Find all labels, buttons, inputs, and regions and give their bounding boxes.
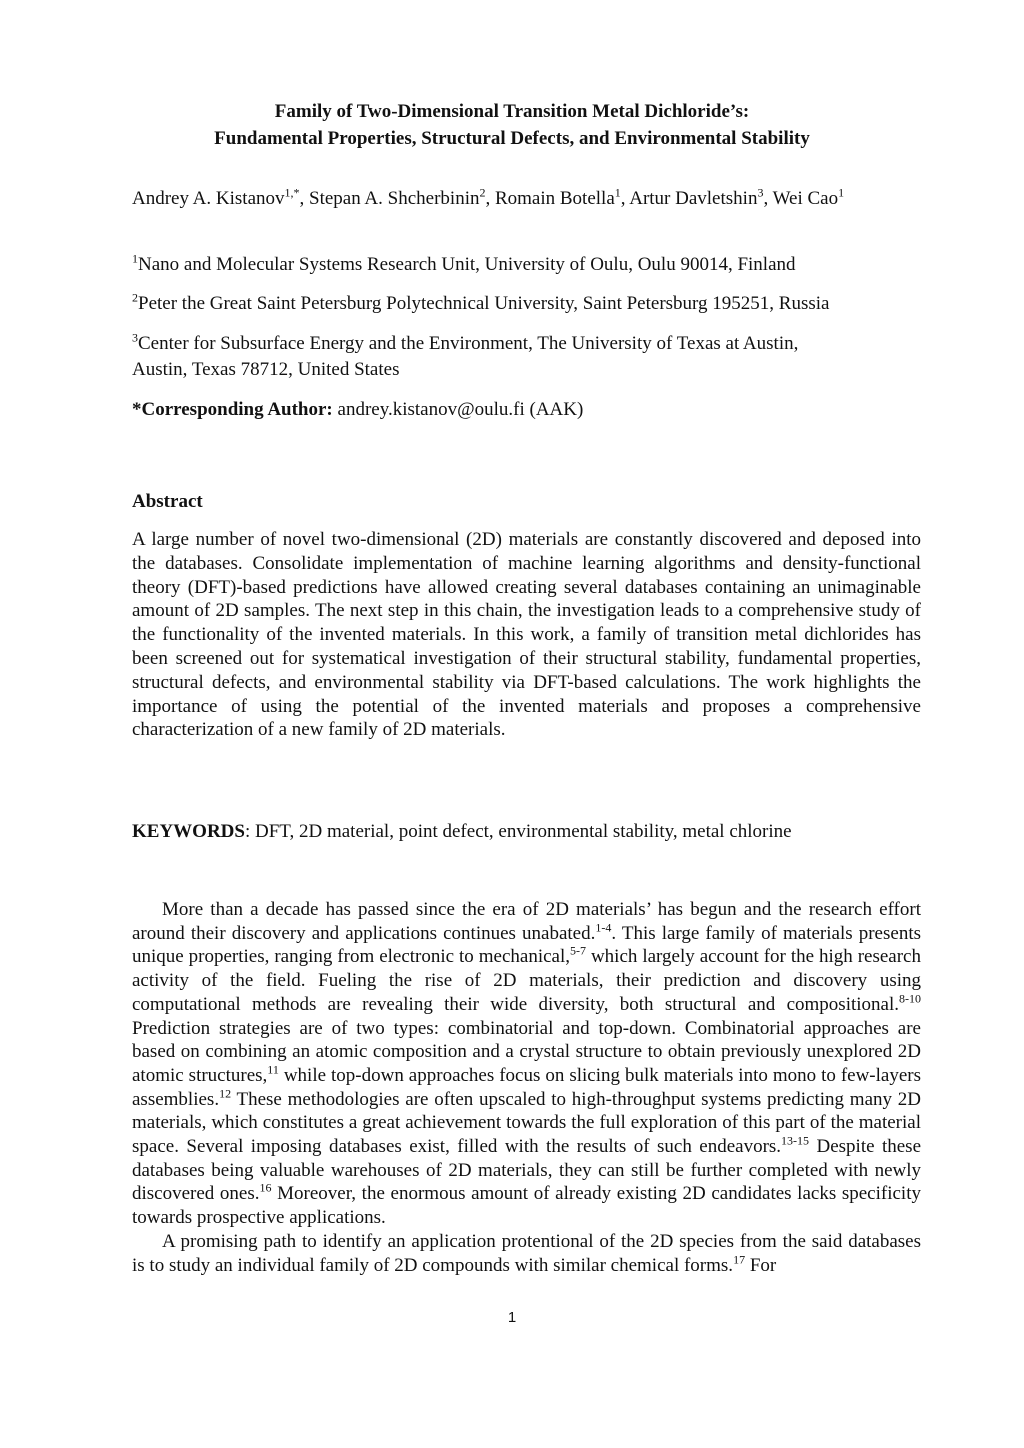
citation-ref[interactable]: 11 [267,1062,279,1077]
body-text [132,898,921,1277]
page-number: 1 [507,1309,517,1326]
body-paragraph: A promising path to identify an application protentional of the 2D species from the said databases is to study an individual family of 2D compounds with similar chemical forms.$^{17}$ For [132,1230,921,1276]
paper-title [80,98,944,152]
citation-ref[interactable]: 12 [219,1086,232,1101]
citation-ref[interactable]: 13-15 [781,1133,810,1148]
affiliation-2: $^2$Peter the Great Saint Petersburg Polytechnical University, Saint Petersburg 195251, Russia [132,290,830,314]
keywords-label: KEYWORDS [132,821,245,842]
author-affiliation-marker: 1 [614,185,621,200]
author-name: Andrey A. Kistanov [132,188,285,209]
affiliation-3: $^3$Center for Subsurface Energy and the Environment, The University of Texas at Austin, Austin, Texas 78712, United States [132,330,799,380]
abstract-heading: Abstract [132,491,203,512]
author-name: Artur Davletshin [629,188,758,209]
citation-ref[interactable]: 17 [733,1252,746,1267]
corresponding-author [132,397,583,423]
title-line-2: Fundamental Properties, Structural Defects, and Environmental Stability [214,128,810,149]
body-paragraph: More than a decade has passed since the era of 2D materials’ has begun and the research effort around their discovery and applications continues unabated.$^{1-4}$. This large family of materials presents unique properties, ranging from electronic to mechanical,$^{5-7}$ which largely account for the high research activity of the field. Fueling the rise of 2D materials, their prediction and discovery using computational methods are revealing their wide diversity, both structural and compositional.$^{8-10}$ Prediction strategies are of two types: combinatorial and top-down. Combinatorial approaches are based on combining an atomic composition and a crystal structure to obtain previously unexplored 2D atomic structures,$^{11}$ while top-down approaches focus on slicing bulk materials into mono to few-layers assemblies.$^{12}$ These methodologies are often upscaled to high-throughput systems predicting many 2D materials, which constitutes a great achievement towards the full exploration of this part of the material space. Several imposing databases exist, filled with the results of such endeavors.$^{13-15}$ Despite these databases being valuable warehouses of 2D materials, they can still be further completed with newly discovered ones.$^{16}$ Moreover, the enormous amount of already existing 2D candidates lacks specificity towards prospective applications. [132,899,922,1229]
citation-ref[interactable]: 8-10 [899,991,921,1006]
corresponding-email[interactable]: andrey.kistanov@oulu.fi (AAK) [337,399,584,420]
author-affiliation-marker: 1 [838,185,845,200]
citation-ref[interactable]: 16 [259,1181,272,1196]
author-affiliation-marker: 2 [479,185,486,200]
abstract-text: A large number of novel two-dimensional (2D) materials are constantly discovered and deposed into the databases. Consolidate implementation of machine learning algorithms and density-functional theory (DFT)-based predictions have allowed creating several databases containing an unimaginable amount of 2D samples. The next step in this chain, the investigation leads to a comprehensive study of the functionality of the invented materials. In this work, a family of transition metal dichlorides has been screened out for systematical investigation of their structural stability, fundamental properties, structural defects, and environmental stability via DFT-based calculations. The work highlights the importance of using the potential of the invented materials and proposes a comprehensive characterization of a new family of 2D materials. [132,529,921,741]
citation-ref[interactable]: 1-4 [595,920,612,935]
author-name: Stepan A. Shcherbinin [309,188,480,209]
corresponding-label: *Corresponding Author: [132,399,333,420]
author-affiliation-marker: 1,* [284,185,300,200]
citation-ref[interactable]: 5-7 [570,944,587,959]
author-list: Andrey A. Kistanov$^{1,*}$, Stepan A. Shcherbinin$^2$, Romain Botella$^1$, Artur Davletshin$^3$, Wei Cao$^1$ [132,185,845,209]
author-name: Wei Cao [772,188,839,209]
keywords-text: : DFT, 2D material, point defect, environmental stability, metal chlorine [244,821,792,842]
keywords [132,819,792,845]
author-affiliation-marker: 3 [757,185,764,200]
author-name: Romain Botella [494,188,615,209]
title-line-1: Family of Two-Dimensional Transition Metal Dichloride’s: [274,101,750,122]
affiliation-1: $^1$Nano and Molecular Systems Research Unit, University of Oulu, Oulu 90014, Finland [132,251,796,275]
